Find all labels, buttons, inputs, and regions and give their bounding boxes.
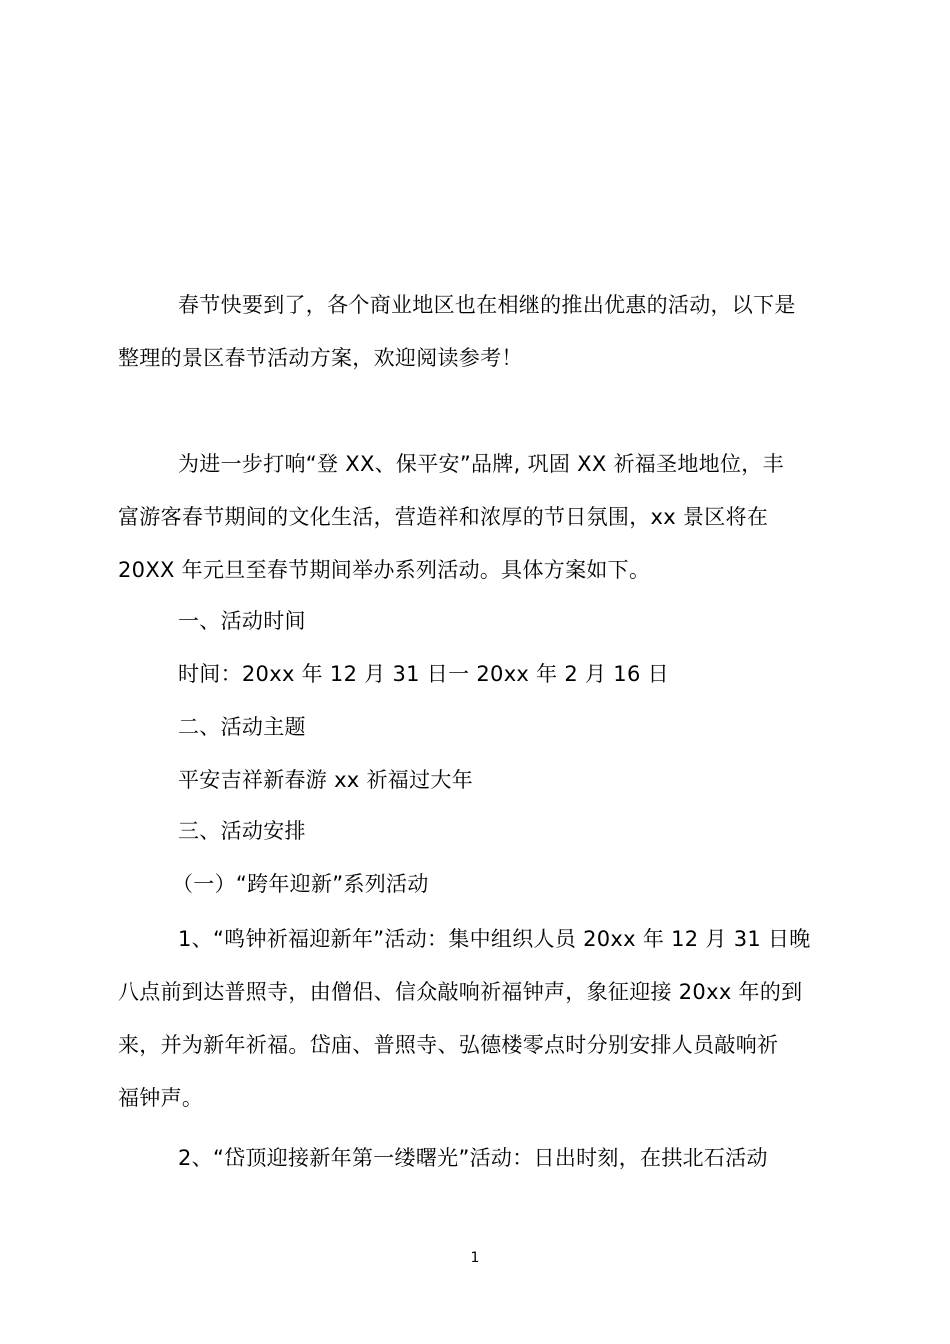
intro-line-2: 整理的景区春节活动方案，欢迎阅读参考！ (118, 346, 523, 370)
section-1-heading: 一、活动时间 (178, 609, 306, 633)
section-3-heading: 三、活动安排 (178, 819, 306, 843)
page-number: 1 (470, 1250, 480, 1266)
subsection-1-heading: （一）“跨年迎新”系列活动 (172, 872, 429, 896)
item-1-line-3: 来，并为新年祈福。岱庙、普照寺、弘德楼零点时分别安排人员敲响祈 (118, 1033, 779, 1057)
section-2-heading: 二、活动主题 (178, 715, 306, 739)
item-1-line-2: 八点前到达普照寺，由僧侣、信众敲响祈福钟声，象征迎接 20xx 年的到 (118, 980, 803, 1004)
section-2-body: 平安吉祥新春游 xx 祈福过大年 (178, 768, 474, 792)
intro-line-1: 春节快要到了，各个商业地区也在相继的推出优惠的活动，以下是 (178, 293, 796, 317)
preface-line-1: 为进一步打响“登 XX、保平安”品牌, 巩固 XX 祈福圣地地位，丰 (178, 452, 784, 476)
item-1-line-4: 福钟声。 (118, 1086, 204, 1110)
item-2-line-1: 2、“岱顶迎接新年第一缕曙光”活动：日出时刻，在拱北石活动 (178, 1146, 768, 1170)
item-1-line-1: 1、“鸣钟祈福迎新年”活动：集中组织人员 20xx 年 12 月 31 日晚 (178, 927, 811, 951)
section-1-body: 时间：20xx 年 12 月 31 日一 20xx 年 2 月 16 日 (178, 662, 669, 686)
preface-line-2: 富游客春节期间的文化生活，营造祥和浓厚的节日氛围，xx 景区将在 (118, 505, 769, 529)
preface-line-3: 20XX 年元旦至春节期间举办系列活动。具体方案如下。 (118, 558, 651, 582)
